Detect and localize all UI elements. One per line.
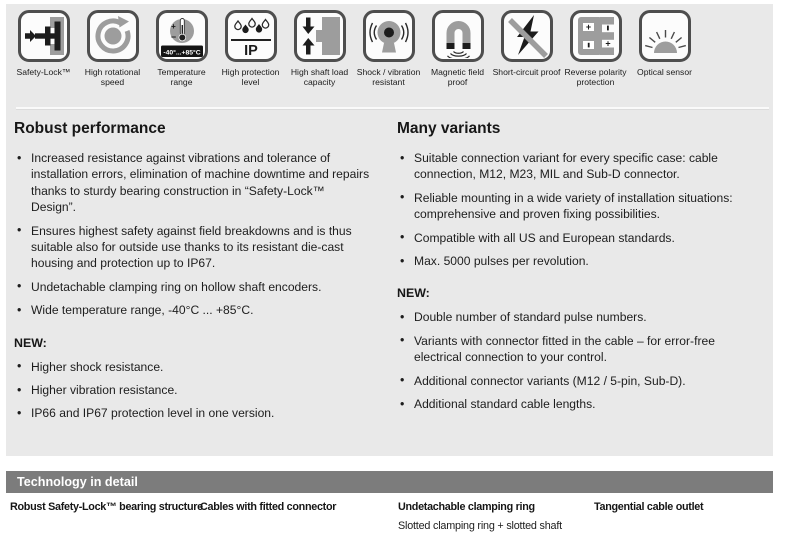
svg-text:-40°...+85°C: -40°...+85°C xyxy=(162,49,201,57)
bullet-item: • Undetachable clamping ring on hollow shaft encoders. xyxy=(14,279,370,295)
feature-temperature-range xyxy=(147,10,216,87)
feature-reverse-polarity xyxy=(561,10,630,87)
new-bullet-list xyxy=(14,359,370,422)
tech-column-header: Tangential cable outlet xyxy=(594,501,704,513)
bullet-item: • IP66 and IP67 protection level in one version. xyxy=(14,405,370,421)
bullet-item: • Higher vibration resistance. xyxy=(14,382,370,398)
magnetic-field-icon xyxy=(432,10,484,62)
optical-sensor-icon xyxy=(639,10,691,62)
many-variants-section xyxy=(397,120,763,419)
section-title: Robust performance xyxy=(14,120,166,137)
section-title: Many variants xyxy=(397,120,501,137)
protection-level-icon xyxy=(225,10,277,62)
icon-label: Shock / vibration resistant xyxy=(356,67,421,88)
svg-text:+: + xyxy=(585,21,591,32)
bullet-item: • Reliable mounting in a wide variety of installation situations: comprehensive and proven fixing possibilities. xyxy=(397,190,763,223)
bullet-list xyxy=(14,150,370,319)
icon-label: Short-circuit proof xyxy=(492,67,561,77)
tech-column-header: Robust Safety-Lock™ bearing structure xyxy=(10,501,203,513)
icon-label: High rotational speed xyxy=(84,67,141,88)
bullet-item: • Additional standard cable lengths. xyxy=(397,396,763,412)
feature-magnetic-field xyxy=(423,10,492,87)
shaft-load-icon xyxy=(294,10,346,62)
svg-text:+: + xyxy=(170,22,176,31)
icon-label: Safety-Lock™ xyxy=(16,67,71,77)
feature-optical-sensor xyxy=(630,10,699,87)
feature-icon-strip xyxy=(9,10,699,87)
bullet-item: • Wide temperature range, -40°C ... +85°C. xyxy=(14,302,370,318)
feature-protection-level xyxy=(216,10,285,87)
feature-short-circuit xyxy=(492,10,561,87)
feature-shock-vibration xyxy=(354,10,423,87)
svg-text:+: + xyxy=(604,38,611,49)
tech-column-subtitle: Slotted clamping ring + slotted shaft xyxy=(398,520,562,532)
reverse-polarity-icon xyxy=(570,10,622,62)
feature-safety-lock xyxy=(9,10,78,87)
new-bullet-list xyxy=(397,309,763,412)
icon-label: Temperature range xyxy=(157,67,206,88)
section-divider xyxy=(16,107,769,110)
feature-rotational-speed xyxy=(78,10,147,87)
bullet-item: • Compatible with all US and European standards. xyxy=(397,230,763,246)
bullet-item: • Higher shock resistance. xyxy=(14,359,370,375)
safety-lock-icon xyxy=(18,10,70,62)
temperature-range-icon xyxy=(156,10,208,62)
shock-vibration-icon xyxy=(363,10,415,62)
bullet-item: • Double number of standard pulse numbers. xyxy=(397,309,763,325)
bullet-list xyxy=(397,150,763,269)
bullet-item: • Ensures highest safety against field breakdowns and is thus suitable also for outside use thanks to its resistant die-cast housing and protection up to IP67. xyxy=(14,223,370,272)
icon-label: Optical sensor xyxy=(637,67,692,77)
new-label: NEW: xyxy=(14,335,47,350)
tech-column-header: Cables with fitted connector xyxy=(200,501,337,513)
bullet-item: • Increased resistance against vibrations and tolerance of installation errors, elimination of machine downtime and repairs thanks to sturdy bearing construction in “Safety-Lock™ Design”. xyxy=(14,150,370,216)
tech-column-header: Undetachable clamping ring xyxy=(398,501,535,513)
bullet-item: • Suitable connection variant for every specific case: cable connection, M12, M23, MIL and Sub-D connector. xyxy=(397,150,763,183)
feature-shaft-load xyxy=(285,10,354,87)
new-label: NEW: xyxy=(397,286,430,301)
bullet-item: • Variants with connector fitted in the cable – for error-free electrical connection to your control. xyxy=(397,333,763,366)
svg-text:−: − xyxy=(170,32,176,42)
icon-label: High shaft load capacity xyxy=(290,67,349,88)
short-circuit-icon xyxy=(501,10,553,62)
rotational-speed-icon xyxy=(87,10,139,62)
icon-label: Magnetic field proof xyxy=(430,67,485,88)
robust-performance-section xyxy=(14,120,370,429)
technology-in-detail-bar: Technology in detail xyxy=(6,471,773,493)
icon-label: Reverse polarity protection xyxy=(564,67,627,88)
bullet-item: • Max. 5000 pulses per revolution. xyxy=(397,253,763,269)
bullet-item: • Additional connector variants (M12 / 5-pin, Sub-D). xyxy=(397,373,763,389)
svg-text:IP: IP xyxy=(243,43,258,58)
icon-label: High protection level xyxy=(221,67,280,88)
